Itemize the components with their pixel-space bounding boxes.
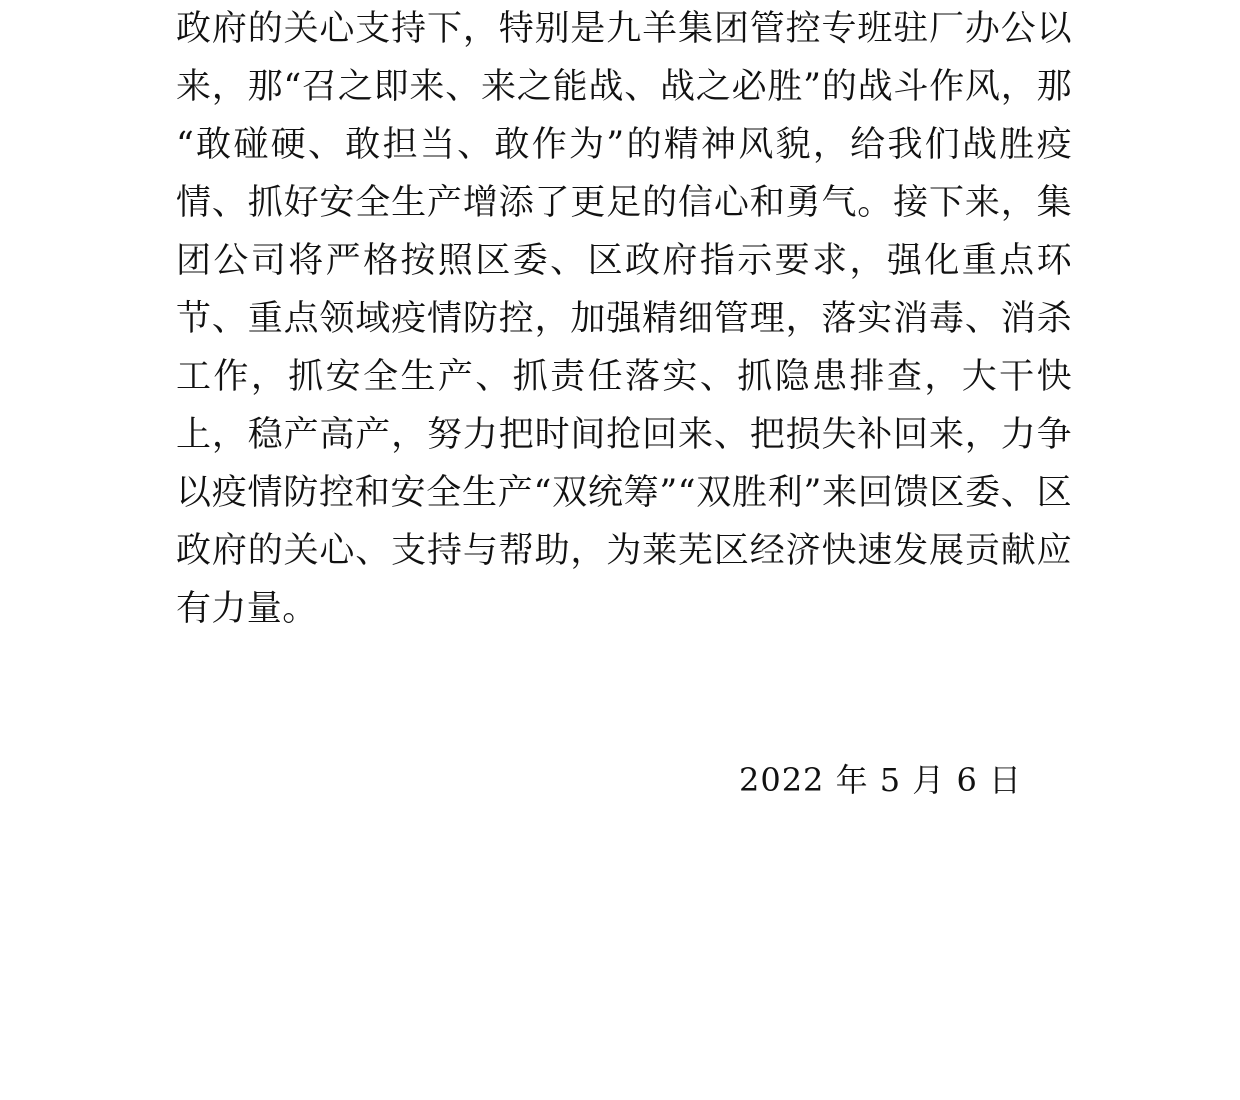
- paragraph-spacer: [176, 638, 1072, 758]
- body-paragraph: 政府的关心支持下，特别是九羊集团管控专班驻厂办公以来，那“召之即来、来之能战、战之必胜”的战斗作风，那“敢碰硬、敢担当、敢作为”的精神风貌，给我们战胜疫情、抓好安全生产增添了更足的信心和勇气。接下来，集团公司将严格按照区委、区政府指示要求，强化重点环节、重点领域疫情防控，加强精细管理，落实消毒、消杀工作，抓安全生产、抓责任落实、抓隐患排查，大干快上，稳产高产，努力把时间抢回来、把损失补回来，力争以疫情防控和安全生产“双统筹”“双胜利”来回馈区委、区政府的关心、支持与帮助，为莱芜区经济快速发展贡献应有力量。: [176, 9, 1072, 629]
- date-line: 2022 年 5 月 6 日: [738, 761, 1022, 799]
